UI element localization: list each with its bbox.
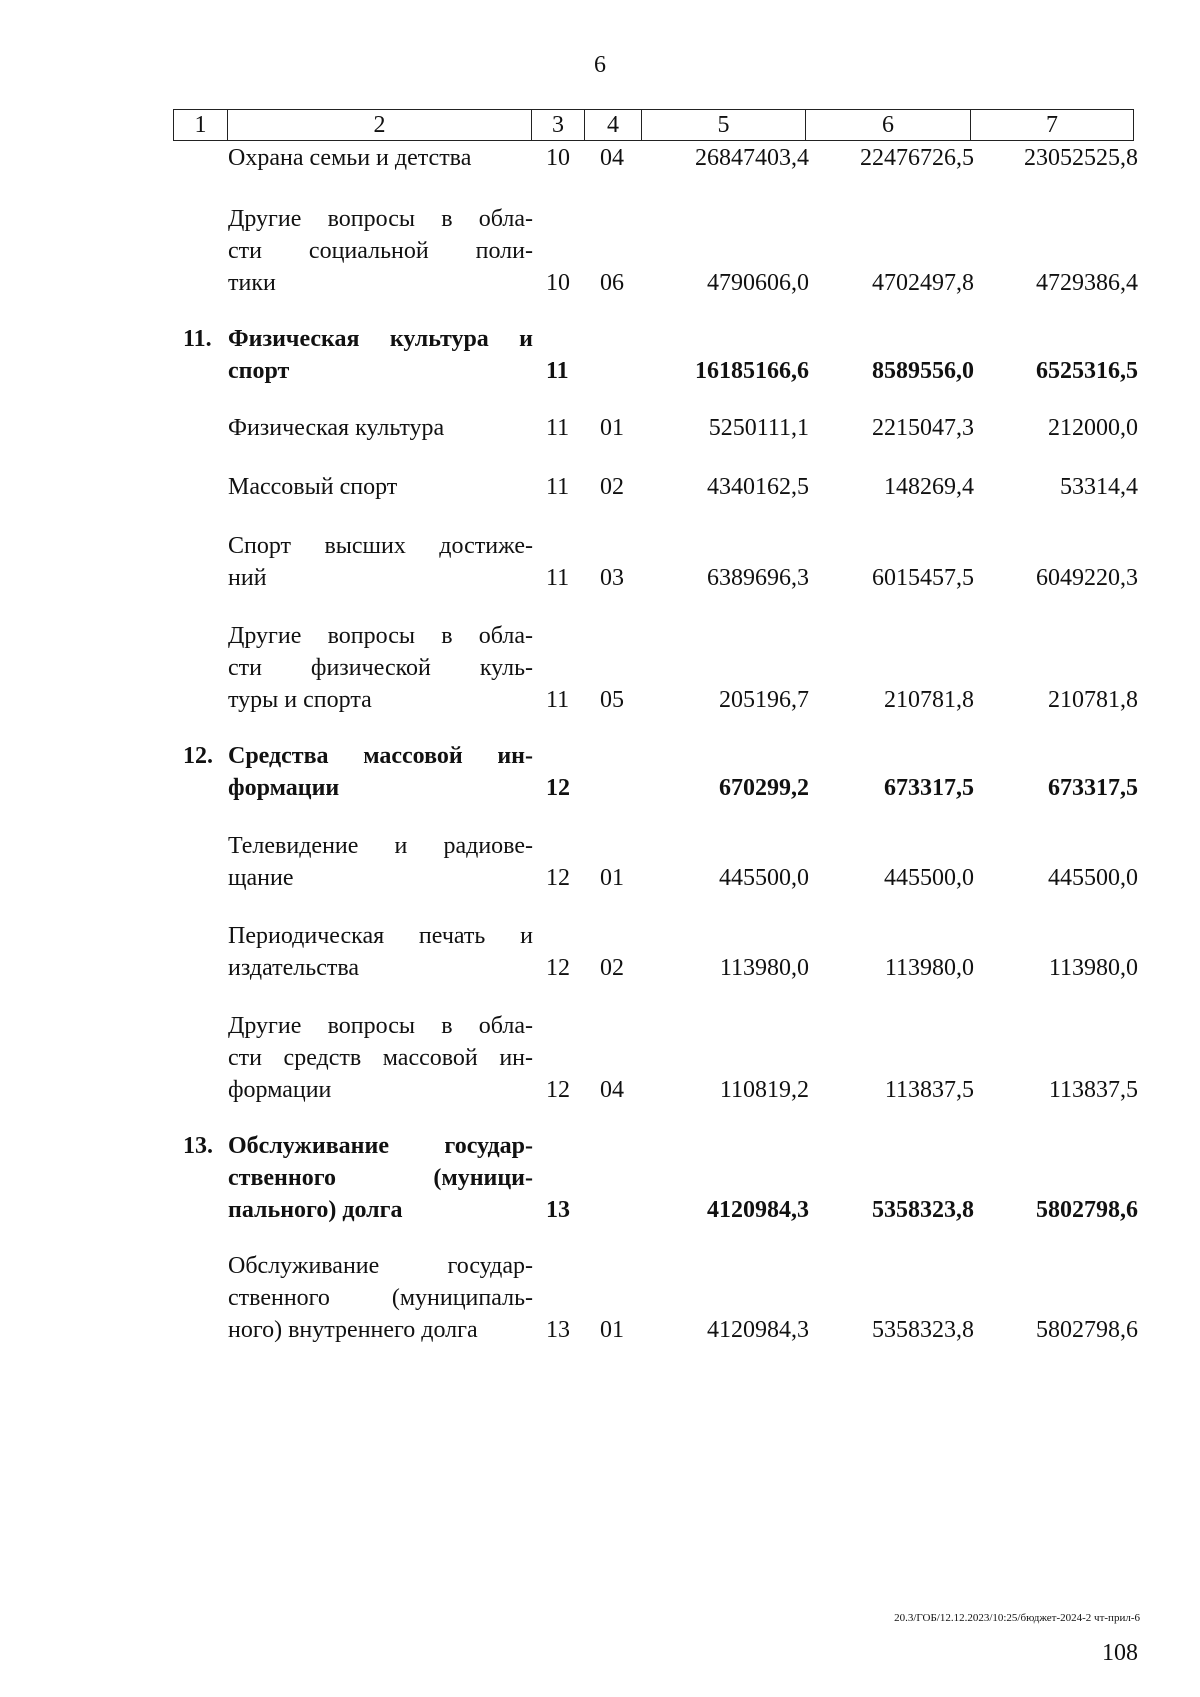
cell-c6: 113980,0 <box>884 955 974 981</box>
row-name-line: ственного (муници- <box>228 1165 533 1191</box>
cell-c7: 113837,5 <box>1048 1077 1138 1103</box>
row-name-line: издательства <box>228 955 360 981</box>
cell-c4: 04 <box>600 145 624 171</box>
cell-c3: 13 <box>546 1317 570 1343</box>
cell-c5: 110819,2 <box>719 1077 809 1103</box>
row-number: 11. <box>183 326 212 352</box>
cell-c3: 10 <box>546 145 570 171</box>
cell-c6: 6015457,5 <box>872 565 974 591</box>
cell-c3: 11 <box>546 565 570 591</box>
row-name-line: формации <box>228 775 340 801</box>
cell-c5: 445500,0 <box>719 865 809 891</box>
column-header-2: 2 <box>228 110 532 141</box>
page-number-top: 6 <box>594 52 606 78</box>
footer-document-code: 20.3/ГОБ/12.12.2023/10:25/бюджет-2024-2 чт-прил-6 <box>894 1612 1140 1624</box>
cell-c7: 5802798,6 <box>1036 1197 1138 1223</box>
cell-c7: 23052525,8 <box>1024 145 1138 171</box>
row-name-line: сти физической куль- <box>228 655 533 681</box>
row-name <box>228 620 533 716</box>
page-number-bottom: 108 <box>1102 1640 1138 1666</box>
cell-c7: 6525316,5 <box>1036 358 1138 384</box>
cell-c5: 26847403,4 <box>695 145 809 171</box>
row-name-line: пального) долга <box>228 1197 403 1223</box>
cell-c7: 113980,0 <box>1048 955 1138 981</box>
cell-c5: 6389696,3 <box>707 565 809 591</box>
cell-c7: 6049220,3 <box>1036 565 1138 591</box>
cell-c3: 11 <box>546 474 570 500</box>
row-name-line: Физическая культура и <box>228 326 533 352</box>
row-name-line: сти социальной поли- <box>228 238 533 264</box>
cell-c5: 205196,7 <box>719 687 809 713</box>
row-name-line: спорт <box>228 358 290 384</box>
cell-c3: 11 <box>546 415 570 441</box>
cell-c6: 210781,8 <box>884 687 974 713</box>
row-name-line: Другие вопросы в обла- <box>228 1013 533 1039</box>
cell-c4: 01 <box>600 865 624 891</box>
cell-c7: 445500,0 <box>1048 865 1138 891</box>
row-name-line: Другие вопросы в обла- <box>228 206 533 232</box>
row-name-line: ственного (муниципаль- <box>228 1285 533 1311</box>
row-name <box>228 142 533 174</box>
row-name-line: сти средств массовой ин- <box>228 1045 533 1071</box>
cell-c3: 10 <box>546 270 570 296</box>
cell-c3: 11 <box>546 358 569 384</box>
cell-c5: 670299,2 <box>719 775 809 801</box>
cell-c6: 8589556,0 <box>872 358 974 384</box>
row-name-line: Обслуживание государ- <box>228 1253 533 1279</box>
cell-c5: 4340162,5 <box>707 474 809 500</box>
cell-c5: 4790606,0 <box>707 270 809 296</box>
row-name-line: Средства массовой ин- <box>228 743 533 769</box>
cell-c5: 4120984,3 <box>707 1317 809 1343</box>
column-header-6: 6 <box>806 110 971 141</box>
cell-c5: 113980,0 <box>719 955 809 981</box>
cell-c4: 06 <box>600 270 624 296</box>
row-name-line: щание <box>228 865 294 891</box>
cell-c7: 210781,8 <box>1048 687 1138 713</box>
cell-c3: 12 <box>546 865 570 891</box>
cell-c4: 02 <box>600 474 624 500</box>
cell-c6: 2215047,3 <box>872 415 974 441</box>
cell-c7: 5802798,6 <box>1036 1317 1138 1343</box>
cell-c6: 4702497,8 <box>872 270 974 296</box>
row-name-line: Физическая культура <box>228 415 445 441</box>
cell-c3: 12 <box>546 775 570 801</box>
cell-c3: 12 <box>546 1077 570 1103</box>
row-name-line: тики <box>228 270 276 296</box>
row-name-line: Охрана семьи и детства <box>228 145 472 171</box>
column-header-4: 4 <box>585 110 642 141</box>
cell-c5: 5250111,1 <box>708 415 809 441</box>
row-name <box>228 323 533 387</box>
row-name-line: Телевидение и радиове- <box>228 833 533 859</box>
cell-c3: 13 <box>546 1197 570 1223</box>
row-name <box>228 471 533 503</box>
column-header-3: 3 <box>532 110 585 141</box>
row-name-line: Массовый спорт <box>228 474 398 500</box>
row-name-line: туры и спорта <box>228 687 372 713</box>
cell-c4: 01 <box>600 1317 624 1343</box>
row-name-line: Обслуживание государ- <box>228 1133 533 1159</box>
row-name <box>228 1130 533 1226</box>
row-name-line: Спорт высших достиже- <box>228 533 533 559</box>
cell-c5: 16185166,6 <box>695 358 809 384</box>
row-name <box>228 830 533 894</box>
row-name-line: ний <box>228 565 267 591</box>
cell-c6: 148269,4 <box>884 474 974 500</box>
cell-c4: 03 <box>600 565 624 591</box>
cell-c4: 02 <box>600 955 624 981</box>
cell-c7: 212000,0 <box>1048 415 1138 441</box>
cell-c6: 5358323,8 <box>872 1197 974 1223</box>
row-number: 13. <box>183 1133 213 1159</box>
row-name-line: Другие вопросы в обла- <box>228 623 533 649</box>
column-header-1: 1 <box>174 110 228 141</box>
column-header-7: 7 <box>971 110 1134 141</box>
cell-c4: 01 <box>600 415 624 441</box>
cell-c6: 673317,5 <box>884 775 974 801</box>
cell-c4: 05 <box>600 687 624 713</box>
cell-c6: 113837,5 <box>884 1077 974 1103</box>
cell-c7: 4729386,4 <box>1036 270 1138 296</box>
row-name <box>228 203 533 299</box>
row-name-line: формации <box>228 1077 332 1103</box>
cell-c3: 11 <box>546 687 570 713</box>
cell-c7: 53314,4 <box>1060 474 1138 500</box>
row-name-line: Периодическая печать и <box>228 923 533 949</box>
cell-c5: 4120984,3 <box>707 1197 809 1223</box>
cell-c3: 12 <box>546 955 570 981</box>
row-name <box>228 1010 533 1106</box>
column-header-5: 5 <box>642 110 806 141</box>
row-name <box>228 740 533 804</box>
row-name <box>228 920 533 984</box>
cell-c6: 445500,0 <box>884 865 974 891</box>
column-header-row <box>174 110 1134 141</box>
cell-c6: 22476726,5 <box>860 145 974 171</box>
cell-c7: 673317,5 <box>1048 775 1138 801</box>
cell-c6: 5358323,8 <box>872 1317 974 1343</box>
row-name <box>228 1250 533 1346</box>
row-name <box>228 412 533 444</box>
row-name <box>228 530 533 594</box>
column-header-table <box>173 109 1134 141</box>
row-name-line: ного) внутреннего долга <box>228 1317 478 1343</box>
row-number: 12. <box>183 743 213 769</box>
cell-c4: 04 <box>600 1077 624 1103</box>
